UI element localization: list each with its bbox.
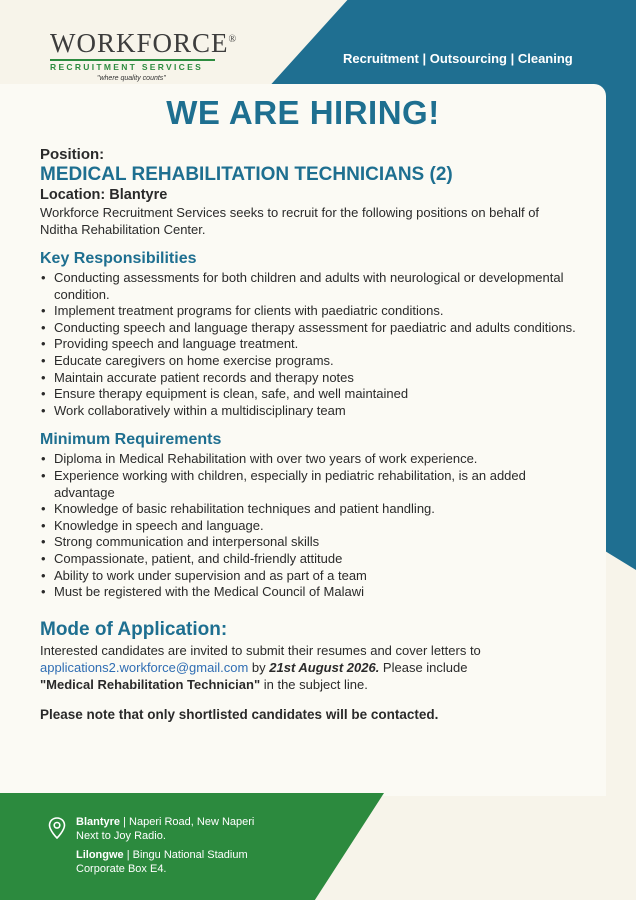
list-item: • Compassionate, patient, and child-friendly attitude xyxy=(40,551,580,568)
list-item: • Knowledge in speech and language. xyxy=(40,518,580,535)
header-blue-banner xyxy=(266,0,636,90)
subject-suffix: in the subject line. xyxy=(260,676,368,692)
map-pin-icon xyxy=(48,817,66,839)
office-city: Lilongwe xyxy=(76,849,124,861)
list-item: • Ensure therapy equipment is clean, safe, and well maintained xyxy=(40,386,580,403)
office-addresses xyxy=(48,815,254,881)
list-item: • Experience working with children, especially in pediatric rehabilitation, is an added advantage xyxy=(40,468,580,501)
logo-wordmark xyxy=(50,30,237,57)
include-text: Please include xyxy=(379,659,468,675)
email-link[interactable]: applications2.workforce@gmail.com xyxy=(40,659,249,675)
office-line2: Corporate Box E4. xyxy=(76,863,167,875)
requirements-heading: Minimum Requirements xyxy=(40,431,222,449)
list-item: • Knowledge of basic rehabilitation techniques and patient handling. xyxy=(40,501,580,518)
office-sep: | xyxy=(123,849,133,861)
deadline-date: 21st August 2026. xyxy=(269,659,380,675)
by-text: by xyxy=(248,659,270,675)
logo-name: WORKFORCE xyxy=(50,28,229,58)
list-item: • Ability to work under supervision and as part of a team xyxy=(40,568,580,585)
list-item: • Educate caregivers on home exercise programs. xyxy=(40,353,580,370)
logo-rule xyxy=(50,59,215,61)
logo-tagline: "where quality counts" xyxy=(97,75,166,82)
office-line1: Naperi Road, New Naperi xyxy=(129,816,255,828)
position-title: MEDICAL REHABILITATION TECHNICIANS (2) xyxy=(40,164,453,185)
location-line: Location: Blantyre xyxy=(40,187,168,203)
office-line2: Next to Joy Radio. xyxy=(76,830,166,842)
list-item: • Must be registered with the Medical Council of Malawi xyxy=(40,584,580,601)
application-heading: Mode of Application: xyxy=(40,618,228,640)
list-item: • Conducting speech and language therapy assessment for paediatric and adults conditions. xyxy=(40,320,580,337)
office-sep: | xyxy=(120,816,130,828)
hiring-headline: WE ARE HIRING! xyxy=(166,94,440,131)
list-item: • Conducting assessments for both children and adults with neurological or developmental condition. xyxy=(40,270,580,303)
registered-mark: ® xyxy=(228,34,238,45)
responsibilities-heading: Key Responsibilities xyxy=(40,250,197,267)
services-list: Recruitment | Outsourcing | Cleaning xyxy=(343,51,573,66)
office-blantyre xyxy=(76,815,254,843)
responsibilities-list xyxy=(40,270,580,419)
subject-line: "Medical Rehabilitation Technician" xyxy=(40,676,261,692)
logo-subtitle: RECRUITMENT SERVICES xyxy=(50,62,204,72)
intro-paragraph: Workforce Recruitment Services seeks to recruit for the following positions on behalf of Nditha Rehabilitation Center. xyxy=(40,205,540,237)
job-content xyxy=(40,146,580,722)
list-item: • Strong communication and interpersonal skills xyxy=(40,534,580,551)
company-logo xyxy=(50,30,237,82)
office-lilongwe xyxy=(76,848,254,876)
list-item: • Implement treatment programs for clients with paediatric conditions. xyxy=(40,303,580,320)
shortlist-note: Please note that only shortlisted candidates will be contacted. xyxy=(40,706,439,722)
list-item: • Diploma in Medical Rehabilitation with over two years of work experience. xyxy=(40,451,580,468)
application-paragraph xyxy=(40,642,580,693)
requirements-list xyxy=(40,451,580,600)
list-item: • Work collaboratively within a multidisciplinary team xyxy=(40,403,580,420)
position-label: Position: xyxy=(40,146,105,163)
list-item: • Maintain accurate patient records and therapy notes xyxy=(40,370,580,387)
office-line1: Bingu National Stadium xyxy=(132,849,248,861)
list-item: • Providing speech and language treatment. xyxy=(40,336,580,353)
application-intro: Interested candidates are invited to submit their resumes and cover letters to xyxy=(40,642,481,658)
office-city: Blantyre xyxy=(76,816,121,828)
